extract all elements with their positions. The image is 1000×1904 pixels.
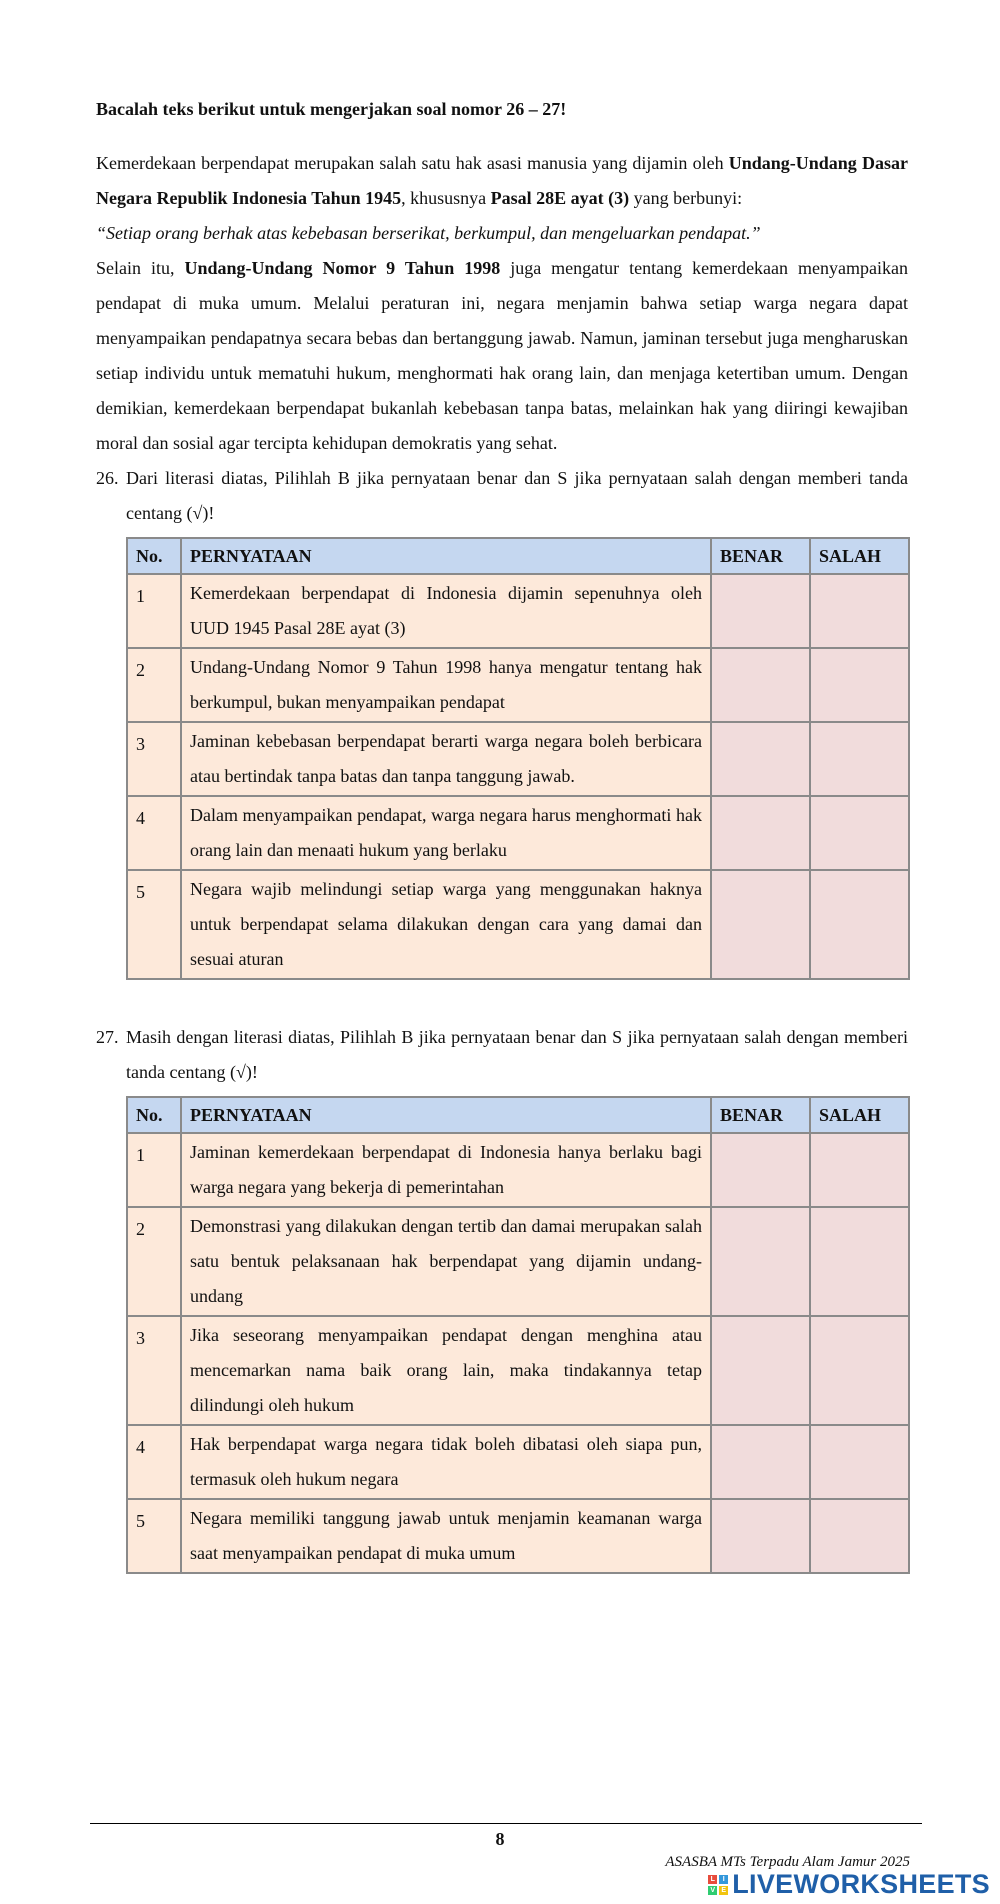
table-header-row bbox=[127, 538, 909, 574]
table-row bbox=[127, 648, 909, 722]
q27-3-true-cell[interactable] bbox=[711, 1316, 810, 1425]
logo-text: LIVEWORKSHEETS bbox=[732, 1869, 990, 1899]
question-26 bbox=[96, 461, 908, 531]
table-row bbox=[127, 574, 909, 648]
row-statement: Jaminan kemerdekaan berpendapat di Indonesia hanya berlaku bagi warga negara yang bekerja di pemerintahan bbox=[181, 1133, 711, 1207]
table-row bbox=[127, 1425, 909, 1499]
logo-mark-icon bbox=[708, 1875, 728, 1895]
header-true: BENAR bbox=[711, 1097, 810, 1133]
paragraph-1-text-a: Kemerdekaan berpendapat merupakan salah satu hak asasi manusia yang dijamin oleh bbox=[96, 153, 729, 173]
q26-3-false-cell[interactable] bbox=[810, 722, 909, 796]
header-no: No. bbox=[127, 1097, 181, 1133]
table-q27 bbox=[126, 1096, 910, 1574]
section-gap bbox=[96, 980, 908, 1020]
table-header-row bbox=[127, 1097, 909, 1133]
paragraph-2-text-b: juga mengatur tentang kemerdekaan menyampaikan pendapat di muka umum. Melalui peraturan ini, negara menjamin bahwa setiap warga negara dapat menyampaikan pendapatnya secara bebas dan bertanggung jawab. Namun, jaminan tersebut juga mengharuskan setiap individu untuk mematuhi hukum, menghormati hak orang lain, dan menjaga ketertiban umum. Dengan demikian, kemerdekaan berpendapat bukanlah kebebasan tanpa batas, melainkan hak yang diiringi kewajiban moral dan sosial agar tercipta kehidupan demokratis yang sehat. bbox=[96, 258, 908, 453]
q27-4-false-cell[interactable] bbox=[810, 1425, 909, 1499]
row-number: 2 bbox=[127, 648, 181, 722]
row-number: 3 bbox=[127, 1316, 181, 1425]
row-number: 4 bbox=[127, 1425, 181, 1499]
q27-1-true-cell[interactable] bbox=[711, 1133, 810, 1207]
row-number: 2 bbox=[127, 1207, 181, 1316]
logo-letter: E bbox=[719, 1886, 728, 1895]
row-number: 5 bbox=[127, 870, 181, 979]
row-statement: Negara wajib melindungi setiap warga yang menggunakan haknya untuk berpendapat selama dilakukan dengan cara yang damai dan sesuai aturan bbox=[181, 870, 711, 979]
question-27-text: Masih dengan literasi diatas, Pilihlah B jika pernyataan benar dan S jika pernyataan salah dengan memberi tanda centang (√)! bbox=[126, 1027, 908, 1082]
paragraph-1-text-c: yang berbunyi: bbox=[629, 188, 743, 208]
worksheet-page bbox=[96, 92, 908, 1574]
row-statement: Jika seseorang menyampaikan pendapat dengan menghina atau mencemarkan nama baik orang lain, maka tindakannya tetap dilindungi oleh hukum bbox=[181, 1316, 711, 1425]
q26-4-false-cell[interactable] bbox=[810, 796, 909, 870]
header-no: No. bbox=[127, 538, 181, 574]
q27-1-false-cell[interactable] bbox=[810, 1133, 909, 1207]
paragraph-1-bold-uud: Undang-Undang Dasar Negara Republik Indonesia Tahun 1945 bbox=[96, 153, 908, 208]
q27-3-false-cell[interactable] bbox=[810, 1316, 909, 1425]
row-number: 1 bbox=[127, 574, 181, 648]
question-27 bbox=[96, 1020, 908, 1090]
q26-4-true-cell[interactable] bbox=[711, 796, 810, 870]
q27-2-false-cell[interactable] bbox=[810, 1207, 909, 1316]
table-row bbox=[127, 1316, 909, 1425]
row-statement: Kemerdekaan berpendapat di Indonesia dijamin sepenuhnya oleh UUD 1945 Pasal 28E ayat (3) bbox=[181, 574, 711, 648]
header-statement: PERNYATAAN bbox=[181, 538, 711, 574]
paragraph-2-text-a: Selain itu, bbox=[96, 258, 185, 278]
liveworksheets-logo bbox=[708, 1869, 990, 1900]
row-number: 3 bbox=[127, 722, 181, 796]
q27-4-true-cell[interactable] bbox=[711, 1425, 810, 1499]
header-false: SALAH bbox=[810, 538, 909, 574]
logo-letter: L bbox=[708, 1875, 717, 1884]
quote: “Setiap orang berhak atas kebebasan berserikat, berkumpul, dan mengeluarkan pendapat.” bbox=[96, 223, 761, 243]
row-statement: Demonstrasi yang dilakukan dengan tertib dan damai merupakan salah satu bentuk pelaksanaan hak berpendapat yang dijamin undang-undang bbox=[181, 1207, 711, 1316]
header-statement: PERNYATAAN bbox=[181, 1097, 711, 1133]
q26-1-true-cell[interactable] bbox=[711, 574, 810, 648]
header-false: SALAH bbox=[810, 1097, 909, 1133]
q26-1-false-cell[interactable] bbox=[810, 574, 909, 648]
footer-school: ASASBA MTs Terpadu Alam Jamur 2025 bbox=[665, 1854, 910, 1870]
table-row bbox=[127, 870, 909, 979]
q27-5-true-cell[interactable] bbox=[711, 1499, 810, 1573]
q26-2-true-cell[interactable] bbox=[711, 648, 810, 722]
table-q26 bbox=[126, 537, 910, 980]
row-number: 5 bbox=[127, 1499, 181, 1573]
table-row bbox=[127, 796, 909, 870]
q26-5-false-cell[interactable] bbox=[810, 870, 909, 979]
q27-2-true-cell[interactable] bbox=[711, 1207, 810, 1316]
table-row bbox=[127, 1499, 909, 1573]
question-26-number: 26. bbox=[96, 468, 119, 488]
q26-2-false-cell[interactable] bbox=[810, 648, 909, 722]
paragraph-2 bbox=[96, 251, 908, 461]
logo-letter: I bbox=[719, 1875, 728, 1884]
question-26-text: Dari literasi diatas, Pilihlah B jika pernyataan benar dan S jika pernyataan salah dengan memberi tanda centang (√)! bbox=[126, 468, 908, 523]
header-true: BENAR bbox=[711, 538, 810, 574]
table-row bbox=[127, 1207, 909, 1316]
paragraph-2-bold-uu: Undang-Undang Nomor 9 Tahun 1998 bbox=[184, 258, 501, 278]
row-number: 1 bbox=[127, 1133, 181, 1207]
row-statement: Hak berpendapat warga negara tidak boleh dibatasi oleh siapa pun, termasuk oleh hukum negara bbox=[181, 1425, 711, 1499]
paragraph-1 bbox=[96, 146, 908, 216]
logo-letter: V bbox=[708, 1886, 717, 1895]
page-number: 8 bbox=[495, 1829, 505, 1849]
q26-5-true-cell[interactable] bbox=[711, 870, 810, 979]
row-statement: Jaminan kebebasan berpendapat berarti warga negara boleh berbicara atau bertindak tanpa batas dan tanpa tanggung jawab. bbox=[181, 722, 711, 796]
row-number: 4 bbox=[127, 796, 181, 870]
q27-5-false-cell[interactable] bbox=[810, 1499, 909, 1573]
table-row bbox=[127, 1133, 909, 1207]
paragraph-1-text-b: , khususnya bbox=[401, 188, 491, 208]
row-statement: Undang-Undang Nomor 9 Tahun 1998 hanya mengatur tentang hak berkumpul, bukan menyampaikan pendapat bbox=[181, 648, 711, 722]
footer-divider bbox=[90, 1823, 922, 1824]
row-statement: Negara memiliki tanggung jawab untuk menjamin keamanan warga saat menyampaikan pendapat di muka umum bbox=[181, 1499, 711, 1573]
row-statement: Dalam menyampaikan pendapat, warga negara harus menghormati hak orang lain dan menaati hukum yang berlaku bbox=[181, 796, 711, 870]
paragraph-1-bold-pasal: Pasal 28E ayat (3) bbox=[490, 188, 630, 208]
q26-3-true-cell[interactable] bbox=[711, 722, 810, 796]
table-row bbox=[127, 722, 909, 796]
reading-instruction: Bacalah teks berikut untuk mengerjakan soal nomor 26 – 27! bbox=[96, 99, 567, 119]
question-27-number: 27. bbox=[96, 1027, 119, 1047]
